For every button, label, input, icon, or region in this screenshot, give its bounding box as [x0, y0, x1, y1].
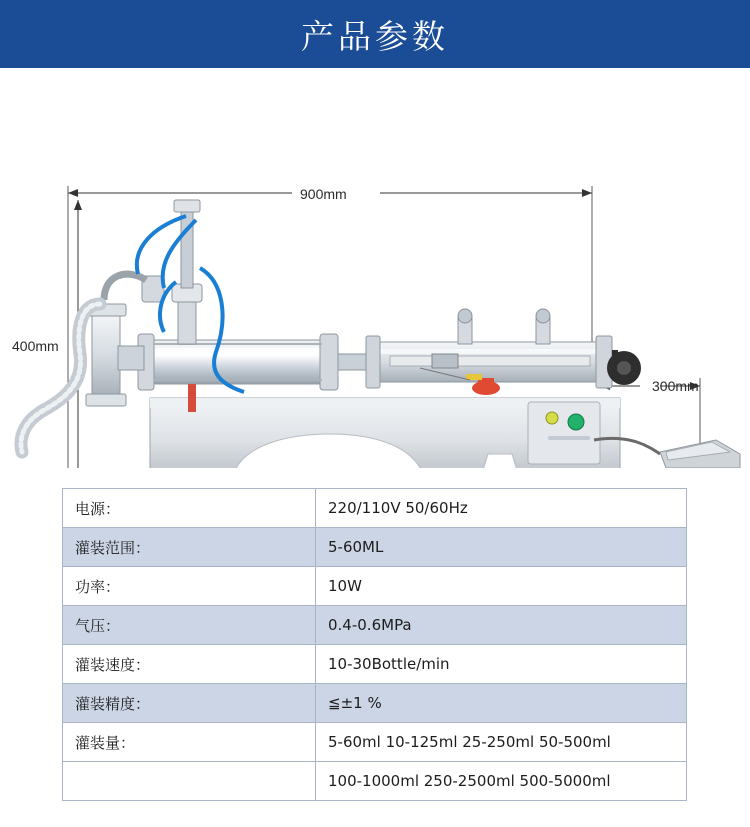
- spec-value: 5-60ml 10-125ml 25-250ml 50-500ml: [316, 723, 687, 762]
- spec-label: 灌装速度：: [63, 645, 316, 684]
- table-row: [63, 762, 687, 801]
- spec-label: 灌装范围：: [63, 528, 316, 567]
- spec-value: 10W: [316, 567, 687, 606]
- dimension-width-label: 900mm: [300, 186, 347, 202]
- spec-value: 0.4-0.6MPa: [316, 606, 687, 645]
- spec-table: [62, 488, 687, 801]
- dimension-depth-label: 300mm: [652, 378, 699, 394]
- machine-drawing: [0, 68, 750, 468]
- table-row: [63, 489, 687, 528]
- table-row: [63, 684, 687, 723]
- table-row: [63, 567, 687, 606]
- spec-label: 灌装精度：: [63, 684, 316, 723]
- table-row: [63, 606, 687, 645]
- spec-value: ≦±1 %: [316, 684, 687, 723]
- spec-label-empty: [63, 762, 316, 801]
- page-title: 产品参数: [301, 16, 449, 56]
- spec-value: 100-1000ml 250-2500ml 500-5000ml: [316, 762, 687, 801]
- spec-table-wrapper: [62, 488, 687, 801]
- product-illustration: [0, 68, 750, 468]
- dimension-height-label: 400mm: [12, 338, 59, 354]
- spec-value: 5-60ML: [316, 528, 687, 567]
- spec-label: 气压：: [63, 606, 316, 645]
- table-row: [63, 645, 687, 684]
- table-row: [63, 723, 687, 762]
- spec-label: 灌装量：: [63, 723, 316, 762]
- spec-value: 10-30Bottle/min: [316, 645, 687, 684]
- spec-value: 220/110V 50/60Hz: [316, 489, 687, 528]
- spec-label: 功率：: [63, 567, 316, 606]
- page-banner: [0, 0, 750, 68]
- spec-label: 电源：: [63, 489, 316, 528]
- table-row: [63, 528, 687, 567]
